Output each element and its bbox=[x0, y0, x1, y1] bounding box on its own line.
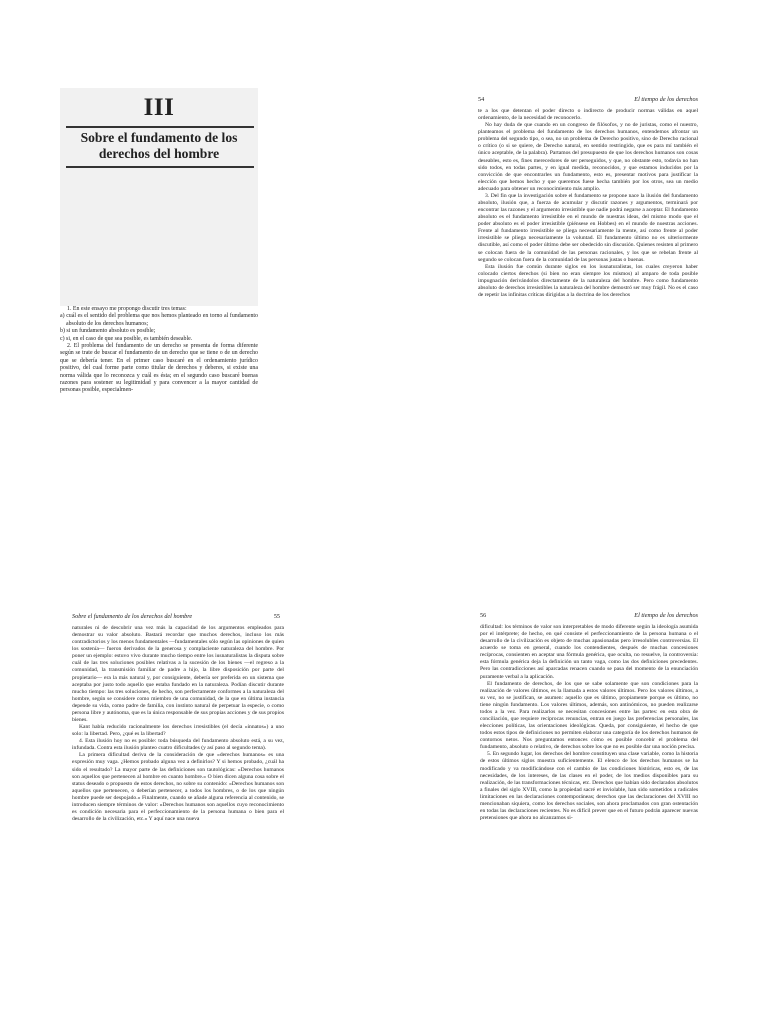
page-number: 56 bbox=[480, 612, 487, 619]
chapter-title: Sobre el fundamento de los derechos del hombre bbox=[80, 130, 238, 161]
paragraph: 5. En segundo lugar, los derechos del hombre constituyen una clase variable, como la historia de estos últimos siglos muestra suficientemente. El elenco de los derechos humanos se ha modificado y va modificándose con el cambio de las condiciones históricas, esto es, de las necesidades, de los intereses, de las clases en el poder, de los medios disponibles para su realización, de las transformaciones técnicas, etc. Derechos que habían sido declarados absolutos a finales del siglo XVIII, como la propiedad sacré et inviolable, han sido sometidos a radicales limitaciones en las declaraciones contemporáneas; derechos que las declaraciones del XVIII no mencionaban siquiera, como los derechos sociales, son ahora proclamados con gran ostentación en todas las declaraciones recientes. No es difícil prever que en el futuro podrán aparecer nuevas pretensiones que ahora no alcanzamos si- bbox=[480, 751, 698, 822]
bottom-rule bbox=[66, 166, 254, 168]
chapter-title-block bbox=[60, 88, 258, 306]
paragraph: 2. El problema del fundamento de un derecho se presenta de forma diferente según se trate de buscar el fundamento de un derecho que se tiene o de un derecho que se debería tener. En el primer caso buscaré en el ordenamiento jurídico positivo, del cual forme parte como titular de derechos y deberes, si existe una norma válida que lo reconozca y cuál es ésta; en el segundo caso buscaré buenas razones para sostener su legitimidad y para convencer a la mayor cantidad de personas posible, especialmen- bbox=[60, 343, 258, 394]
list-item: c) si, en el caso de que sea posible, es también deseable. bbox=[60, 335, 193, 342]
paragraph: dificultad: los términos de valor son interpretables de modo diferente según la ideología asumida por el intérprete; de hecho, en qué consiste el perfeccionamiento de la persona humana o el desarrollo de la civilización es objeto de muchas apasionadas pero irresolubles controversias. El acuerdo se toma en general, cuando los contendientes, después de muchas concesiones recíprocas, consienten en aceptar una fórmula genérica, que oculta, no resuelve, la controversia: esta fórmula genérica deja la definición un tanto vaga, como las dos definiciones precedentes. Pero las contradicciones así aparcadas renacen cuando se pasa del momento de la enunciación puramente verbal a la aplicación. bbox=[480, 624, 698, 680]
paragraph: No hay duda de que cuando en un congreso de filósofos, y no de juristas, como el nuestro, planteamos el problema del fundamento de los derechos humanos, entendemos afrontar un problema del segundo tipo, o sea, no un problema de Derecho positivo, sino de Derecho racional o crítico (o si se quiere, de Derecho natural, en sentido restringido, que es para mí también el único aceptable, de la palabra). Partamos del presupuesto de que los derechos humanos son cosas deseables, esto es, fines merecedores de ser perseguidos, y que, no obstante esto, todavía no han sido todos, en todas partes, y en igual medida, reconocidos, y que estamos inducidos por la convicción de que encontrarles un fundamento, esto es, presentar motivos para justificar la elección que hemos hecho y que queremos fuese hecha también por los otros, sea un medio adecuado para obtener un reconocimiento más amplio. bbox=[478, 122, 698, 192]
list-item: a) cuál es el sentido del problema que nos hemos planteado en torno al fundamento absoluto de los derechos humanos; bbox=[60, 313, 258, 327]
running-header bbox=[480, 612, 698, 621]
chapter-number: III bbox=[143, 94, 175, 121]
chapter-opening-page bbox=[60, 88, 260, 508]
paragraph: Kant había reducido racionalmente los derechos irresistibles (el decía «innatos») a uno solo: la libertad. Pero, ¿qué es la libertad? bbox=[72, 724, 284, 738]
page-55 bbox=[72, 613, 284, 1023]
paragraph: 3. Del fin que la investigación sobre el fundamento se propone nace la ilusión del fundamento absoluto, ilusión que, a fuerza de acumular y discutir razones y argumentos, terminará por encontrar las razones y el argumento irresistible que nadie podrá negarse a aceptar. El fundamento absoluto es el fundamento irresistible en el mundo de nuestras ideas, del mismo modo que el poder absoluto es el poder irresistible (piénsese en Hobbes) en el mundo de nuestras acciones. Frente al fundamento irresistible se pliega necesariamente la mente, así como frente al poder irresistible se pliega necesariamente la voluntad. El fundamento último no es ulteriormente discutible, así como el poder último debe ser obedecido sin discusión. Quienes resisten al primero se colocan fuera de la comunidad de las personas racionales, y los que se rebelan frente al segundo se colocan fuera de la comunidad de las personas justas o buenas. bbox=[478, 192, 698, 263]
running-title: Sobre el fundamento de los derechos del hombre bbox=[72, 613, 193, 620]
paragraph: naturales ni de descubrir una vez más la capacidad de los argumentos empleados para demostrar su valor absoluto. Bastará recordar que muchos derechos, incluso los más contradictorios y los menos fundamentales —fundamentales sólo según las opiniones de quien los sostenía— fueron derivados de la generosa y complaciente naturaleza del hombre. Por poner un ejemplo: estuvo vivo durante mucho tiempo entre los iusnaturalistas la disputa sobre cuál de las tres soluciones posibles relativas a la sucesión de los bienes —el regreso a la comunidad, la transmisión familiar de padre a hijo, la libre disposición por parte del propietario— era la más natural y, por consiguiente, debería ser preferida en un sistema que aceptaba por justo todo aquello que estaba fundado en la naturaleza. Podían discutir durante mucho tiempo: las tres soluciones, de hecho, son perfectamente conformes a la naturaleza del hombre, según se considere como miembro de una comunidad, de la que en última instancia depende su vida, como padre de familia, con instinto natural de perpetuar la especie, o como persona libre y autónoma, que es la única responsable de sus propias acciones y de sus propios bienes. bbox=[72, 625, 284, 724]
paragraph: 4. Esta ilusión hoy no es posible: toda búsqueda del fundamento absoluto está, a su vez, infundada. Contra esta ilusión planteo cuatro dificultades (y así paso al segundo tema). bbox=[72, 738, 284, 752]
running-title: El tiempo de los derechos bbox=[634, 96, 698, 103]
paragraph: El fundamento de derechos, de los que se sabe solamente que son condiciones para la realización de valores últimos, es la llamada a estos valores últimos. Pero los valores últimos, a su vez, no se justifican, se asumen: aquello que es último, propiamente porque es último, no tiene ningún fundamento. Los valores últimos, además, son antinómicos, no pueden realizarse todos a la vez. Para realizarlos se necesitan concesiones entre las partes: en esta obra de conciliación, que requiere recíprocas renuncias, entran en juego las preferencias personales, las elecciones políticas, las orientaciones ideológicas. Queda, por consiguiente, el hecho de que todos estos tipos de definiciones no permiten elaborar una categoría de los derechos humanos de contornos netos. Nos preguntamos entonces cómo es posible concebir el problema del fundamento, absoluto o relativo, de derechos sobre los que no es posible dar una noción precisa. bbox=[480, 680, 698, 751]
page-number: 54 bbox=[478, 96, 485, 103]
paragraph: 1. En este ensayo me propongo discutir tres temas: bbox=[67, 306, 187, 312]
list-item: b) si un fundamento absoluto es posible; bbox=[60, 328, 156, 335]
running-title: El tiempo de los derechos bbox=[634, 612, 698, 619]
paragraph: La primera dificultad deriva de la consideración de que «derechos humanos» es una expresión muy vaga. ¿Hemos probado alguna vez a definirlos? Y si hemos probado, ¿cuál ha sido el resultado? La mayor parte de las definiciones son tautológicas: «Derechos humanos son aquellos que pertenecen al hombre en cuanto hombre.» O bien dicen alguna cosa sobre el status deseado o propuesto de estos derechos, no sobre su contenido: «Derechos humanos son aquellos que pertenecen, o deberían pertenecer, a todos los hombres, o de los que ningún hombre puede ser despojado.» Finalmente, cuando se añade alguna referencia al contenido, se introducen siempre términos de valor: «Derechos humanos son aquellos cuyo reconocimiento es condición necesaria para el perfeccionamiento de la persona humana o bien para el desarrollo de la civilización, etc.» Y aquí nace una nueva bbox=[72, 752, 284, 823]
page-body-text bbox=[478, 108, 698, 299]
running-header bbox=[72, 613, 284, 622]
paragraph: Esta ilusión fue común durante siglos en los iusnaturalistas, los cuales creyeron haber colocado ciertos derechos (si bien no eran siempre los mismos) al amparo de toda posible impugnación derivándolos directamente de la naturaleza del hombre. Pero como fundamento absoluto de derechos irresistibles la naturaleza del hombre demostró ser muy frágil. No es el caso de repetir las infinitas críticas dirigidas a la doctrina de los derechos bbox=[478, 263, 698, 299]
chapter-body-text bbox=[60, 306, 258, 395]
running-header bbox=[478, 96, 698, 105]
page-54 bbox=[478, 96, 698, 516]
page-body-text bbox=[72, 625, 284, 823]
top-rule bbox=[66, 126, 254, 128]
page-number: 55 bbox=[273, 613, 280, 620]
page-body-text bbox=[480, 624, 698, 822]
page-56 bbox=[480, 612, 698, 1022]
paragraph: te a los que detentan el poder directo o indirecto de producir normas válidas en aquel ordenamiento, de la necesidad de reconocerlo. bbox=[478, 108, 698, 122]
